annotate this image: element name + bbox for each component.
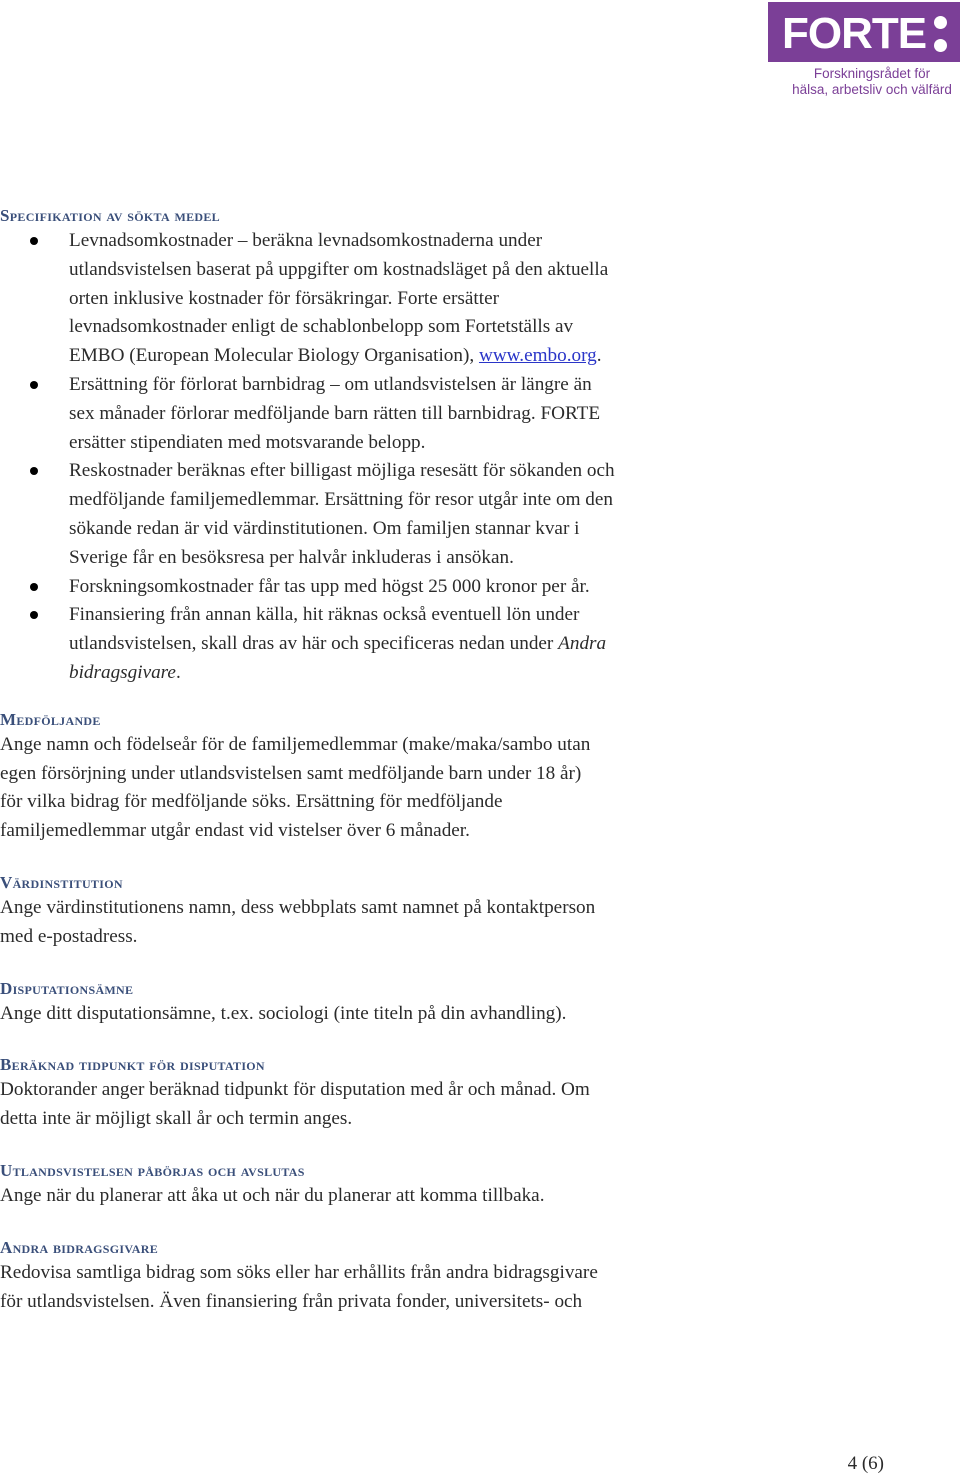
- bullet-line: utlandsvistelsen, skall dras av här och specificeras nedan under: [69, 633, 559, 655]
- bullet-icon: [30, 583, 38, 591]
- section-paragraph: Doktorander anger beräknad tidpunkt för disputation med år och månad. Om detta inte är möjligt skall år och termin anges.: [0, 1079, 590, 1130]
- section-heading: Utlandsvistelsen påbörjas och avslutas: [0, 1160, 305, 1180]
- bullet-line: sökande redan är vid värdinstitutionen. Om familjen stannar kvar i: [69, 517, 580, 539]
- section-andra-bidragsgivare: [0, 1237, 720, 1317]
- bullet-line: utlandsvistelsen baserat på uppgifter om kostnadsläget på den aktuella: [69, 258, 609, 280]
- bullet-icon: [30, 237, 38, 245]
- bullet-line-suffix: .: [596, 345, 602, 367]
- section-heading: Disputationsämne: [0, 978, 134, 998]
- section-medfoljande: [0, 709, 720, 846]
- section-vardinstitution: [0, 872, 720, 952]
- bullet-line: Reskostnader beräknas efter billigast möjliga resesätt för sökanden och: [69, 460, 615, 482]
- section-paragraph: Ange värdinstitutionens namn, dess webbplats samt namnet på kontaktperson med e-postadress.: [0, 896, 596, 947]
- bullet-line: sex månader förlorar medföljande barn rätten till barnbidrag. FORTE: [69, 402, 601, 424]
- logo-subtitle: [784, 66, 960, 98]
- section-heading: Andra bidragsgivare: [0, 1237, 159, 1257]
- bullet-line: levnadsomkostnader enligt de schablonbelopp som Fortetställs av: [69, 316, 574, 338]
- document-body: [0, 205, 720, 1316]
- bullet-item-reskostnader: [0, 457, 720, 572]
- bullet-italic: Andra: [558, 633, 607, 655]
- logo-colon-icon: [934, 16, 950, 56]
- section-paragraph: Ange när du planerar att åka ut och när du planerar att komma tillbaka.: [0, 1184, 545, 1206]
- section-disputationsamne: [0, 978, 720, 1029]
- forte-logo: [768, 0, 960, 104]
- bullet-icon: [30, 611, 38, 619]
- bullet-line: ersätter stipendiaten med motsvarande belopp.: [69, 431, 426, 453]
- section-heading: Medföljande: [0, 709, 101, 729]
- bullet-line: EMBO (European Molecular Biology Organisation),: [69, 345, 479, 367]
- bullet-item-levnadsomkostnader: [0, 227, 720, 371]
- bullet-icon: [30, 467, 38, 475]
- section-paragraph: Ange ditt disputationsämne, t.ex. sociologi (inte titeln på din avhandling).: [0, 1002, 567, 1024]
- bullet-line: Sverige får en besöksresa per halvår inkluderas i ansökan.: [69, 546, 514, 568]
- logo-box: [768, 2, 960, 62]
- bullet-line: Finansiering från annan källa, hit räknas också eventuell lön under: [69, 604, 580, 626]
- page-number: 4 (6): [847, 1453, 884, 1474]
- bullet-line: Forskningsomkostnader får tas upp med högst 25 000 kronor per år.: [69, 575, 590, 597]
- bullet-line: orten inklusive kostnader för försäkringar. Forte ersätter: [69, 287, 499, 309]
- bullet-item-forskningsomkostnader: [0, 573, 720, 602]
- bullet-italic: bidragsgivare: [69, 661, 176, 683]
- section-tidpunkt: [0, 1054, 720, 1134]
- bullet-icon: [30, 381, 38, 389]
- logo-subtitle-line2: hälsa, arbetsliv och välfärd: [792, 82, 952, 97]
- section-heading: Värdinstitution: [0, 872, 123, 892]
- logo-subtitle-line1: Forskningsrådet för: [813, 66, 931, 81]
- section-paragraph: Redovisa samtliga bidrag som söks eller har erhållits från andra bidragsgivare för utlandsvistelsen. Även finansiering från privata fonder, universitets- och: [0, 1261, 598, 1312]
- bullet-line: medföljande familjemedlemmar. Ersättning för resor utgår inte om den: [69, 489, 614, 511]
- section-utlandsvistelsen: [0, 1160, 720, 1211]
- bullet-line: Ersättning för förlorat barnbidrag – om utlandsvistelsen är längre än: [69, 373, 592, 395]
- section-heading: Beräknad tidpunkt för disputation: [0, 1055, 265, 1075]
- bullet-line-suffix: .: [175, 661, 181, 683]
- bullet-item-barnbidrag: [0, 371, 720, 457]
- bullet-list: [0, 227, 720, 688]
- embo-link[interactable]: www.embo.org: [478, 345, 597, 367]
- bullet-item-finansiering: [0, 601, 720, 687]
- logo-wordmark: FORTE: [782, 9, 927, 58]
- section-specifikation: [0, 205, 720, 688]
- bullet-line: Levnadsomkostnader – beräkna levnadsomkostnaderna under: [69, 230, 543, 251]
- section-heading: Specifikation av sökta medel: [0, 206, 220, 225]
- section-paragraph: Ange namn och födelseår för de familjemedlemmar (make/maka/sambo utan egen försörjning under utlandsvistelsen samt medföljande barn under 18 år) för vilka bidrag för medföljande söks. Ersättning för medföljande familjemedlemmar utgår endast vid vistelser över 6 månader.: [0, 733, 591, 842]
